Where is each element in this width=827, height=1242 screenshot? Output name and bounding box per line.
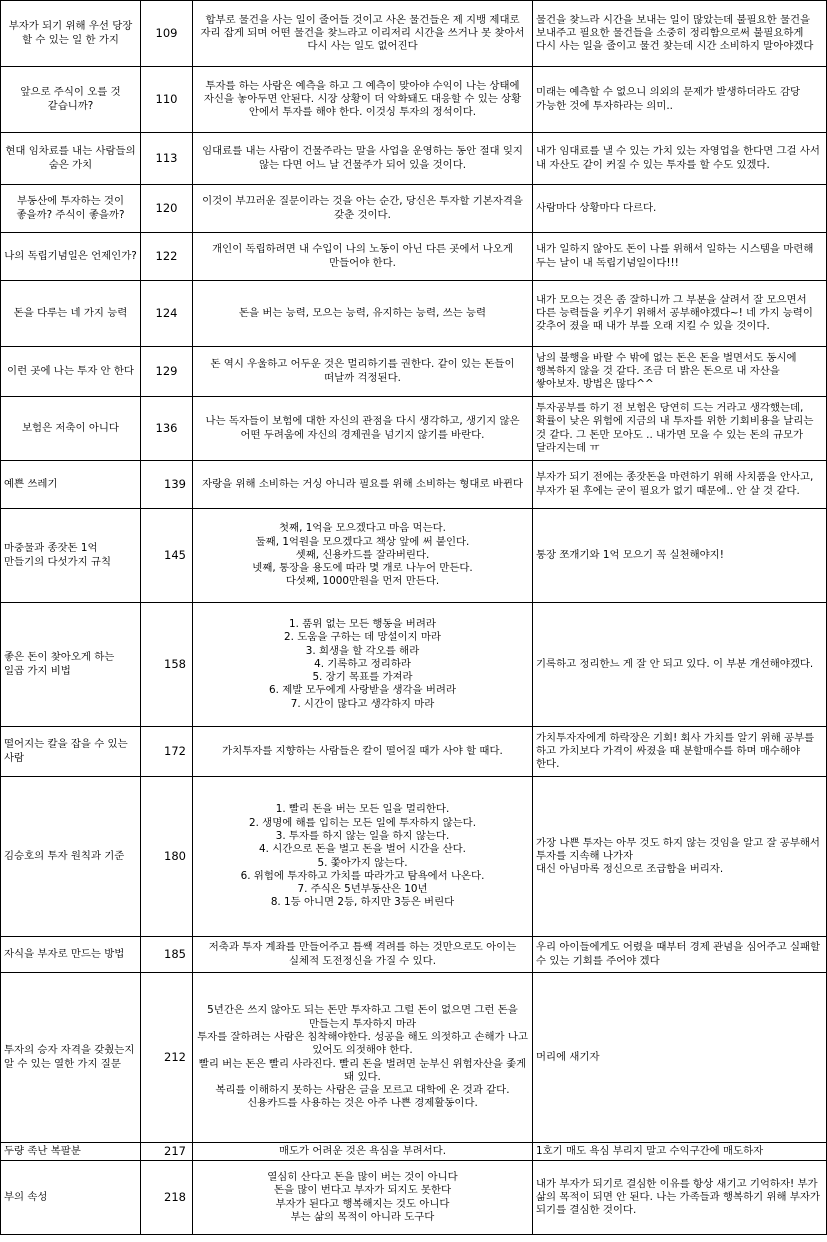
note-cell	[533, 777, 827, 937]
list-item: 2. 도움을 구하는 데 망설이지 마라	[284, 631, 441, 644]
content-cell: 합부로 물건을 사는 일이 줄어들 것이고 사온 물건들은 제 지뱅 제대로 자리 잡게 되며 어떤 물건을 찾느라고 이리저리 시간을 쓰거나 못 찾아서 다시 사는 일도 없어진다	[193, 1, 533, 67]
page-cell: 158	[141, 603, 193, 727]
table-row	[1, 397, 827, 461]
topic-cell: 부동산에 투자하는 것이 좋을까? 주식이 좋을까?	[1, 185, 141, 233]
list-item: 7. 주식은 5년부동산은 10년	[297, 883, 428, 896]
note-cell: 1호기 매도 욕심 부리지 말고 수익구간에 매도하자	[533, 1143, 827, 1161]
note-cell: 내가 임대료를 낼 수 있는 가치 있는 자영업을 한다면 그걸 사서 내 자산도 같이 커질 수 있는 투자를 할 수도 있겠다.	[533, 133, 827, 185]
list-item: 5년간은 쓰지 않아도 되는 돈만 투자하고 그럴 돈이 없으면 그런 돈을 만들는지 투자하지 마라	[207, 1004, 518, 1030]
note-line: 대신 아님마록 정신으로 조급함을 버리자.	[536, 863, 724, 876]
list-item: 셋째, 신용카드를 잘라버린다.	[295, 548, 430, 561]
topic-cell: 나의 독립기념일은 언제인가?	[1, 233, 141, 281]
list-item: 4. 시간으로 돈을 벌고 돈을 벌어 시간을 산다.	[259, 843, 466, 856]
note-line: 가장 나쁜 투자는 아무 것도 하지 않는 것임을 알고 잘 공부해서 투자를 지속해 나가자	[536, 836, 820, 862]
table-row	[1, 1161, 827, 1235]
list-item: 1. 품위 없는 모든 행동을 버려라	[289, 617, 436, 630]
note-cell: 통장 쪼개기와 1억 모으기 꼭 실천해야지!	[533, 509, 827, 603]
content-cell: 가치투자를 지향하는 사람들은 칼이 떨어질 때가 사야 할 때다.	[193, 727, 533, 777]
note-cell: 기록하고 정리한느 게 잘 안 되고 있다. 이 부분 개선해야겠다.	[533, 603, 827, 727]
list-item: 투자를 잘하려는 사람은 침착해야한다. 성공을 해도 의젓하고 손해가 나고 있어도 의젓해야 한다.	[197, 1030, 528, 1057]
list-item: 8. 1등 아니면 2등, 하지만 3등은 버린다	[270, 896, 455, 909]
content-cell	[193, 973, 533, 1143]
table-row	[1, 461, 827, 509]
topic-cell: 김승호의 투자 원칙과 기준	[1, 777, 141, 937]
content-cell: 매도가 어려운 것은 욕심을 부려서다.	[193, 1143, 533, 1161]
list-item: 돈을 많이 번다고 부자가 되지도 못한다	[273, 1184, 452, 1197]
page-cell: 110	[141, 67, 193, 133]
table-row	[1, 937, 827, 973]
list-item: 2. 생명에 해를 입히는 모든 일에 투자하지 않는다.	[248, 816, 477, 829]
topic-cell: 자식을 부자로 만드는 방법	[1, 937, 141, 973]
content-cell: 임대료를 내는 사람이 건물주라는 말을 사업을 운영하는 동안 절대 잊지 않는 다면 어느 날 건물주가 되어 있을 것이다.	[193, 133, 533, 185]
page-cell: 217	[141, 1143, 193, 1161]
note-cell: 투자공부를 하기 전 보험은 당연히 드는 거라고 생각했는데, 확률이 낮은 위험에 지금의 내 투자를 위한 기회비용을 날리는 것 같다. 그 돈만 모아도 .. 내가면 모을 수 있는 돈의 규모가 달라지는데 ㅠ	[533, 397, 827, 461]
note-cell: 사람마다 상황마다 다르다.	[533, 185, 827, 233]
list-item: 3. 투자를 하지 않는 일을 하지 않는다.	[275, 829, 450, 842]
topic-cell: 좋은 돈이 찾아오게 하는 일곱 가지 비법	[1, 603, 141, 727]
content-cell: 돈 역시 우울하고 어두운 것은 멀리하기를 권한다. 같이 있는 돈들이 떠날까 걱정된다.	[193, 347, 533, 397]
table-row	[1, 777, 827, 937]
note-cell: 내가 모으는 것은 좀 잘하니까 그 부분을 살려서 잘 모으면서 다른 능력들을 키우기 위해서 공부해야겠다~! 네 가지 능력이 갖추어 졌을 때 내가 부를 오래 지킬 수 있을 것이다.	[533, 281, 827, 347]
list-item: 5. 장기 목표를 가져라	[312, 671, 413, 684]
page-cell: 109	[141, 1, 193, 67]
list-item: 빨리 버는 돈은 빨리 사라진다. 빨리 돈을 벌려면 눈부신 위험자산을 좇게 돼 있다.	[198, 1057, 527, 1083]
note-cell: 물건을 찾느라 시간을 보내는 일이 많았는데 불필요한 물건을 보내주고 필요한 물건들을 소중히 정리함으로써 불필요하게 다시 사는 일을 줄이고 물건 찾는데 시간 소비하지 말아야겠다	[533, 1, 827, 67]
content-cell	[193, 509, 533, 603]
table-row	[1, 347, 827, 397]
page-cell: 185	[141, 937, 193, 973]
list-item: 1. 빨리 돈을 버는 모든 일을 멀리한다.	[275, 803, 450, 816]
list-item: 4. 기록하고 정리하라	[314, 657, 411, 670]
content-cell: 나는 독자들이 보험에 대한 자신의 관점을 다시 생각하고, 생기지 않은 어떤 두려움에 자신의 경제권을 넘기지 않기를 바란다.	[193, 397, 533, 461]
table-row	[1, 973, 827, 1143]
topic-cell: 투자의 승자 자격을 갖췄는지 알 수 있는 열한 가지 질문	[1, 973, 141, 1143]
table-row	[1, 1, 827, 67]
list-item: 다섯째, 1000만원을 먼저 만든다.	[285, 575, 440, 588]
topic-cell: 두량 족난 복팔분	[1, 1143, 141, 1161]
topic-cell: 부자가 되기 위해 우선 당장 할 수 있는 일 한 가지	[1, 1, 141, 67]
page-cell: 139	[141, 461, 193, 509]
note-cell: 머리에 새기자	[533, 973, 827, 1143]
content-cell: 저축과 투자 계좌를 만들어주고 틈쌕 격려를 하는 것만으로도 아이는 실체적 도전정신을 가질 수 있다.	[193, 937, 533, 973]
content-cell: 개인이 독립하려면 내 수입이 나의 노동이 아닌 다른 곳에서 나오게 만들어야 한다.	[193, 233, 533, 281]
note-cell: 내가 부자가 되기로 결심한 이유를 항상 새기고 기억하자! 부가 삶의 목적이 되면 안 된다. 나는 가족들과 행복하기 위해 부자가 되기를 결심한 것이다.	[533, 1161, 827, 1235]
page-cell: 124	[141, 281, 193, 347]
note-cell: 남의 불행을 바랄 수 밖에 없는 돈은 돈을 벌면서도 동시에 행복하지 않을 것 같다. 조금 더 밝은 돈으로 내 자산을 쌓아보자. 방법은 많다^^	[533, 347, 827, 397]
table-row	[1, 509, 827, 603]
content-cell	[193, 777, 533, 937]
content-cell: 자랑을 위해 소비하는 거싱 아니라 필요를 위해 소비하는 형대로 바뀐다	[193, 461, 533, 509]
list-item: 6. 위험에 투자하고 가치를 따라가고 탐욕에서 나온다.	[240, 869, 485, 882]
table-row	[1, 185, 827, 233]
topic-cell: 마중물과 종잣돈 1억 만들기의 다섯가지 규칙	[1, 509, 141, 603]
list-item: 부는 삶의 목적이 아니라 도구다	[290, 1210, 435, 1223]
content-cell: 돈을 버는 능력, 모으는 능력, 유지하는 능력, 쓰는 능력	[193, 281, 533, 347]
table-row	[1, 727, 827, 777]
page-cell: 136	[141, 397, 193, 461]
list-item: 넷째, 통장을 용도에 따라 몇 개로 나누어 만든다.	[252, 562, 473, 575]
topic-cell: 앞으로 주식이 오를 것 같습니까?	[1, 67, 141, 133]
note-cell: 내가 일하지 않아도 돈이 나를 위해서 일하는 시스템을 마련해 두는 날이 내 독립기념일이다!!!	[533, 233, 827, 281]
topic-cell: 부의 속성	[1, 1161, 141, 1235]
topic-cell: 이런 곳에 나는 투자 안 한다	[1, 347, 141, 397]
note-cell: 미래는 예측할 수 없으니 의외의 문제가 발생하더라도 감당 가능한 것에 투자하라는 의미..	[533, 67, 827, 133]
page-cell: 145	[141, 509, 193, 603]
table-row	[1, 133, 827, 185]
note-cell: 부자가 되기 전에는 종잣돈을 마련하기 위해 사치품을 안사고, 부자가 된 후에는 굳이 필요가 없기 때문에.. 안 살 것 같다.	[533, 461, 827, 509]
page-cell: 180	[141, 777, 193, 937]
list-item: 둘째, 1억원을 모으겠다고 책상 앞에 써 붙인다.	[255, 535, 470, 548]
list-item: 열심히 산다고 돈을 많이 버는 것이 아니다	[267, 1170, 458, 1183]
table-row	[1, 1143, 827, 1161]
content-cell	[193, 603, 533, 727]
page-cell: 122	[141, 233, 193, 281]
topic-cell: 보험은 저축이 아니다	[1, 397, 141, 461]
content-cell: 투자를 하는 사람은 예측을 하고 그 예측이 맞아야 수익이 나는 상태에 자신을 놓아두면 안된다. 시장 상황이 더 악화돼도 대응할 수 있는 상황 안에서 투자를 해야 한다. 이것싱 투자의 정석이다.	[193, 67, 533, 133]
list-item: 5. 쫓아가지 않는다.	[317, 856, 408, 869]
content-cell: 이것이 부끄러운 질문이라는 것을 아는 순간, 당신은 투자할 기본자격을 갖춘 것이다.	[193, 185, 533, 233]
page-cell: 218	[141, 1161, 193, 1235]
list-item: 첫째, 1억을 모으겠다고 마음 먹는다.	[279, 522, 446, 535]
table-row	[1, 281, 827, 347]
topic-cell: 예쁜 쓰레기	[1, 461, 141, 509]
note-cell: 가치투자자에게 하락장은 기회! 회사 가치를 알기 위해 공부를 하고 가치보다 가격이 싸졌을 때 분할매수를 하며 매수해야 한다.	[533, 727, 827, 777]
topic-cell: 돈을 다루는 네 가지 능력	[1, 281, 141, 347]
list-item: 부자가 된다고 행복해지는 것도 아니다	[275, 1197, 450, 1210]
topic-cell: 떨어지는 칼을 잡을 수 있는 사람	[1, 727, 141, 777]
table-row	[1, 233, 827, 281]
table-row	[1, 67, 827, 133]
note-cell: 우리 아이들에게도 어렸을 때부터 경제 관념을 심어주고 실패할 수 있는 기회를 주어야 겠다	[533, 937, 827, 973]
topic-cell: 현대 임차료를 내는 사람들의 숨은 가치	[1, 133, 141, 185]
list-item: 6. 제발 모두에게 사랑받을 생각을 버려라	[268, 684, 457, 697]
page-cell: 113	[141, 133, 193, 185]
page-cell: 120	[141, 185, 193, 233]
page-cell: 129	[141, 347, 193, 397]
content-cell	[193, 1161, 533, 1235]
table-row	[1, 603, 827, 727]
list-item: 복리를 이해하지 못하는 사람은 글을 모르고 대학에 온 것과 같다. 신용카드를 사용하는 것은 아주 나쁜 경제활동이다.	[215, 1084, 510, 1110]
page-cell: 172	[141, 727, 193, 777]
list-item: 3. 희생을 할 각오를 해라	[305, 644, 420, 657]
list-item: 7. 시간이 많다고 생각하지 마라	[290, 697, 435, 710]
page-cell: 212	[141, 973, 193, 1143]
